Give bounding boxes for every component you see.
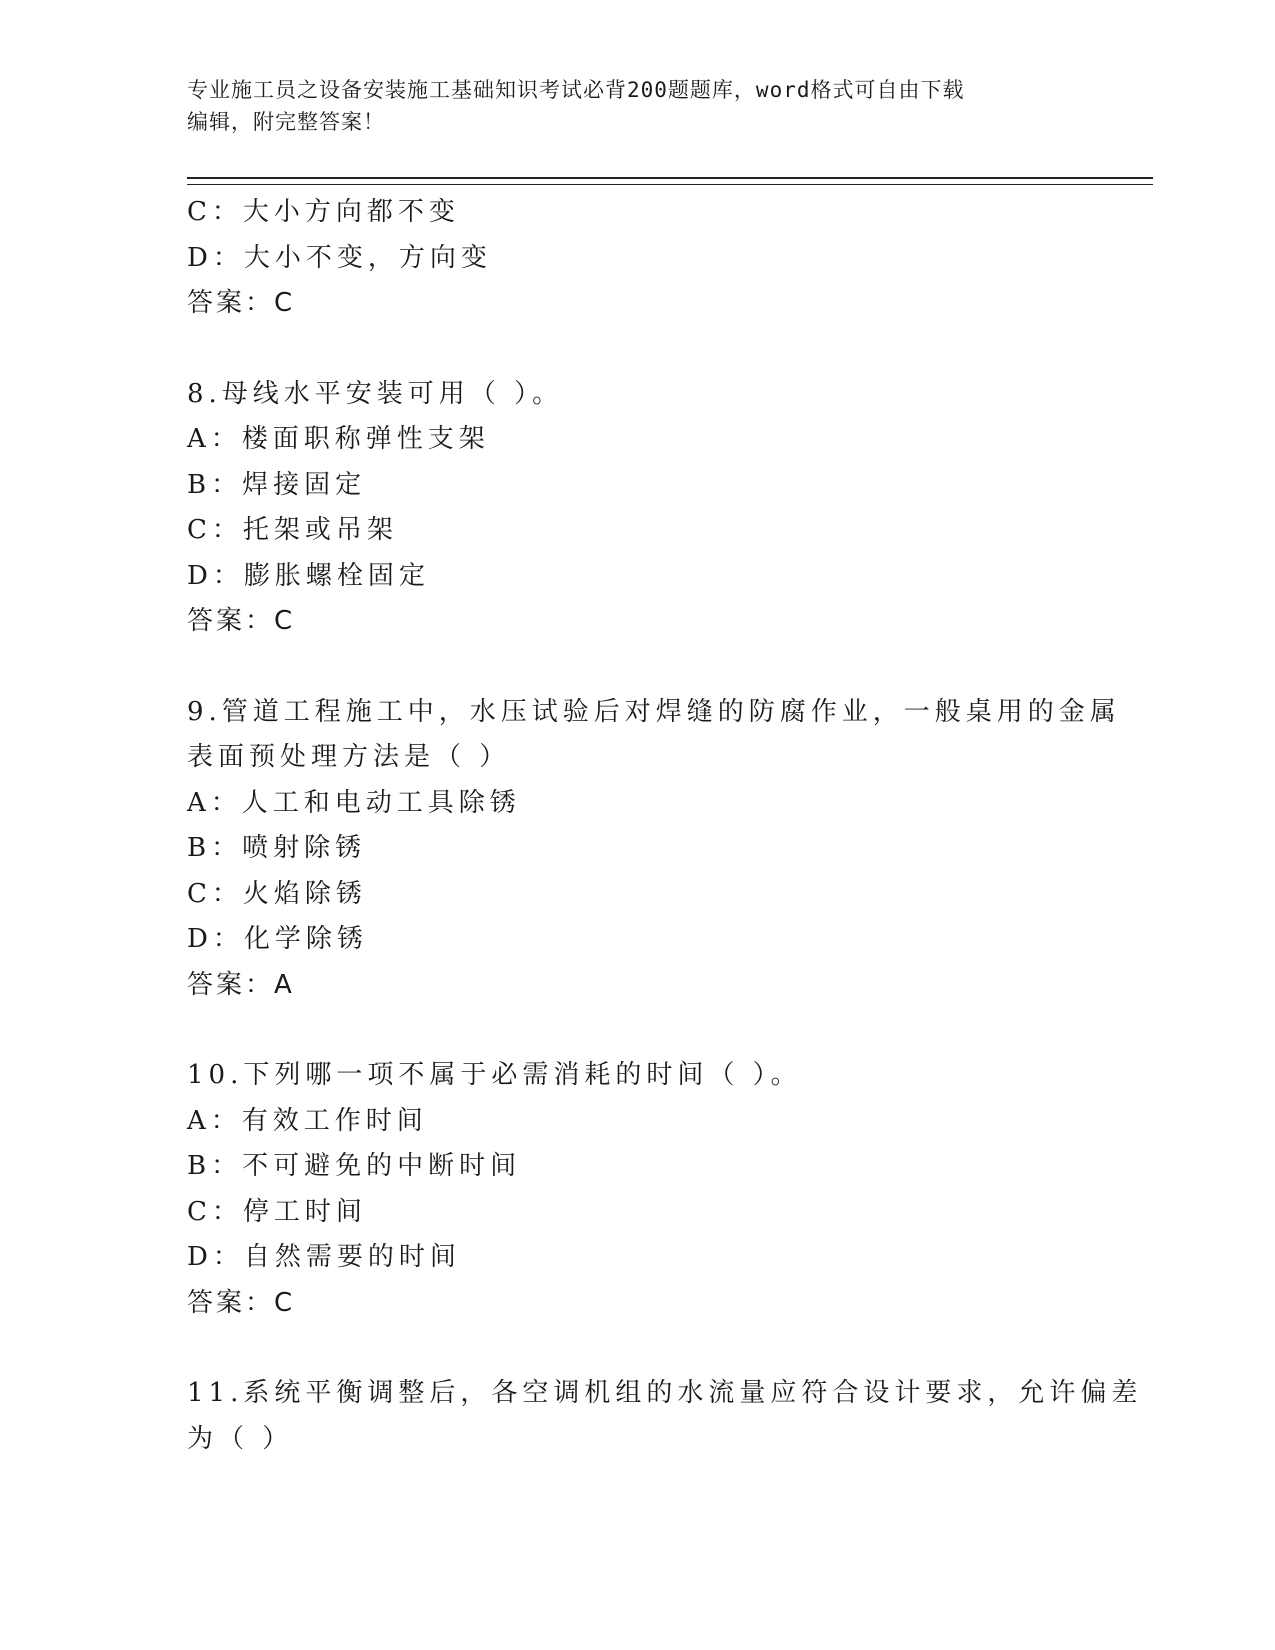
question-block (187, 372, 1087, 645)
header-title-line-1: 专业施工员之设备安装施工基础知识考试必背200题题库，word格式可自由下载 (187, 78, 965, 102)
option-c: C：停工时间 (187, 1196, 367, 1227)
option-d: D：化学除锈 (187, 924, 368, 954)
option-a: A：楼面职称弹性支架 (187, 424, 490, 454)
option-a: A：人工和电动工具除锈 (187, 787, 521, 818)
option-d: D：自然需要的时间 (187, 1242, 461, 1272)
question-list (187, 190, 1143, 1462)
spacer (187, 327, 1087, 372)
option-b: B：焊接固定 (187, 469, 367, 500)
option-b: B：喷射除锈 (187, 833, 367, 863)
question-block (187, 1053, 1087, 1326)
question-stem: 10.下列哪一项不属于必需消耗的时间（ ）。 (187, 1060, 802, 1090)
option-d: D：膨胀螺栓固定 (187, 560, 430, 591)
answer-line: 答案：C (187, 1287, 296, 1318)
header-divider (187, 177, 1153, 185)
question-stem-continued: 表面预处理方法是（ ） (187, 742, 511, 772)
question-stem-continued: 为（ ） (187, 1423, 294, 1454)
answer-line: 答案：C (187, 288, 296, 318)
question-stem: 11.系统平衡调整后，各空调机组的水流量应符合设计要求，允许偏差 (187, 1378, 1143, 1408)
question-block (187, 690, 1121, 1009)
document-header (187, 74, 1087, 138)
option-c: C：火焰除锈 (187, 878, 367, 909)
option-d: D：大小不变，方向变 (187, 242, 492, 273)
question-block (187, 1371, 1143, 1462)
spacer (187, 645, 1087, 690)
spacer (187, 1326, 1087, 1371)
question-stem: 8.母线水平安装可用（ ）。 (187, 378, 564, 409)
question-stem: 9.管道工程施工中，水压试验后对焊缝的防腐作业，一般桌用的金属 (187, 696, 1121, 727)
answer-line: 答案：C (187, 606, 296, 636)
option-b: B：不可避免的中断时间 (187, 1151, 522, 1181)
option-a: A：有效工作时间 (187, 1105, 428, 1136)
question-block (187, 190, 1087, 327)
header-title-line-2: 编辑，附完整答案！ (187, 110, 385, 134)
answer-line: 答案：A (187, 969, 295, 1000)
option-c: C：托架或吊架 (187, 515, 398, 545)
option-c: C：大小方向都不变 (187, 197, 460, 227)
spacer (187, 1008, 1087, 1053)
